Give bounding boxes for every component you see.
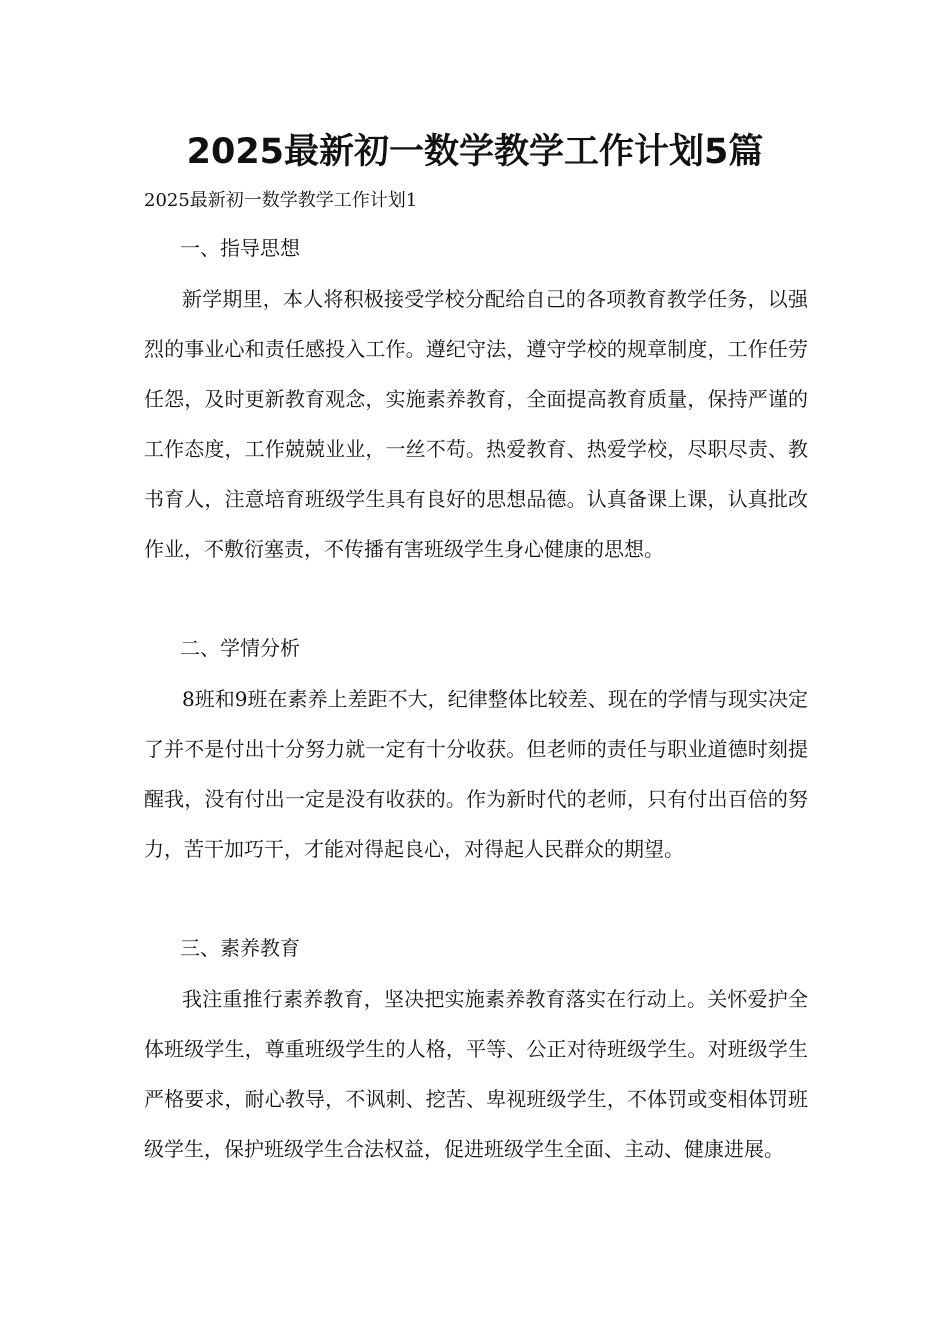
section-body-guiding-thought: 新学期里，本人将积极接受学校分配给自己的各项教育教学任务，以强烈的事业心和责任感投入工作。遵纪守法，遵守学校的规章制度，工作任劳任怨，及时更新教育观念，实施素养教育，全面提高教育质量，保持严谨的工作态度，工作兢兢业业，一丝不苟。热爱教育、热爱学校，尽职尽责、教书育人，注意培育班级学生具有良好的思想品德。认真备课上课，认真批改作业，不敷衍塞责，不传播有害班级学生身心健康的思想。 (144, 287, 808, 561)
section-heading-guiding-thought: 一、指导思想 (180, 236, 300, 260)
section-heading-student-analysis: 二、学情分析 (180, 636, 300, 660)
section-body-student-analysis: 8班和9班在素养上差距不大，纪律整体比较差、现在的学情与现实决定了并不是付出十分努力就一定有十分收获。但老师的责任与职业道德时刻提醒我，没有付出一定是没有收获的。作为新时代的老师，只有付出百倍的努力，苦干加巧干，才能对得起良心，对得起人民群众的期望。 (144, 687, 808, 861)
document-subtitle: 2025最新初一数学教学工作计划1 (144, 190, 418, 211)
document-title: 2025最新初一数学教学工作计划5篇 (186, 132, 764, 172)
section-body-quality-education: 我注重推行素养教育，坚决把实施素养教育落实在行动上。关怀爱护全体班级学生，尊重班级学生的人格，平等、公正对待班级学生。对班级学生严格要求，耐心教导，不讽刺、挖苦、卑视班级学生，不体罚或变相体罚班级学生，保护班级学生合法权益，促进班级学生全面、主动、健康进展。 (144, 987, 808, 1161)
section-heading-quality-education: 三、素养教育 (180, 936, 300, 960)
